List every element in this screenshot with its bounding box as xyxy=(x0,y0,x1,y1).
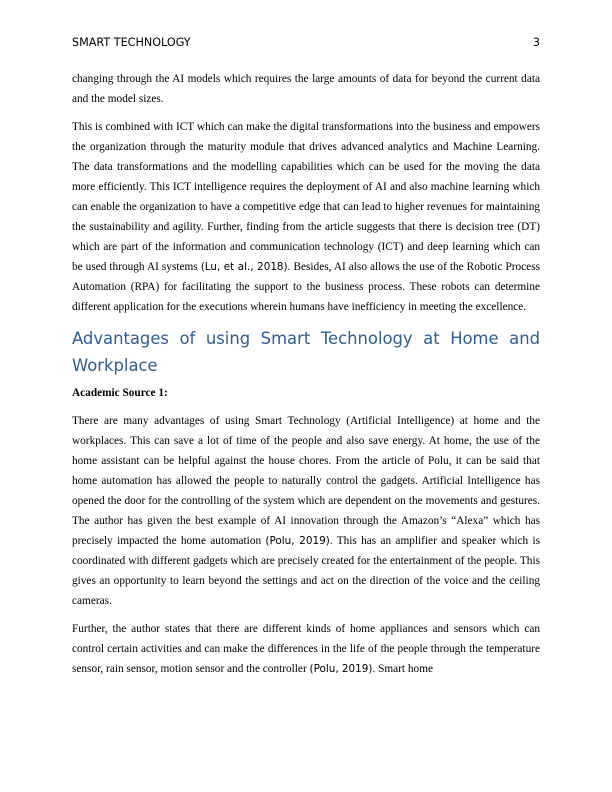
paragraph-advantages xyxy=(72,411,540,611)
citation: (Polu, 2019) xyxy=(265,535,330,547)
paragraph-sensors xyxy=(72,619,540,679)
paragraph-text: This is combined with ICT which can make the digital transformations into the business and empowers the organization through the maturity module that drives advanced analytics and Machine Learning. The data transformations and the modelling capabilities which can be used for the moving the data more efficiently. This ICT intelligence requires the deployment of AI and also machine learning which can enable the organization to have a competitive edge that can lead to higher revenues for maintaining the sustainability and agility. Further, finding from the article suggests that there is decision tree (DT) which are part of the information and communication technology (ICT) and deep learning which can be used through AI systems xyxy=(72,121,540,273)
paragraph-ict xyxy=(72,117,540,317)
page-header xyxy=(72,36,540,49)
paragraph-text: . Smart home xyxy=(372,663,433,675)
paragraph-continuation: changing through the AI models which requires the large amounts of data for beyond the current data and the model sizes. xyxy=(72,73,540,105)
paragraph-text: . Besides, AI also allows the use of the Robotic Process Automation (RPA) for facilitating the support to the business process. These robots can determine different application for the executions wherein humans have inefficiency in meeting the excellence. xyxy=(72,261,540,313)
subheading: Academic Source 1: xyxy=(72,387,168,399)
citation: (Lu, et al., 2018) xyxy=(200,261,288,273)
paragraph-text: There are many advantages of using Smart Technology (Artificial Intelligence) at home and the workplaces. This can save a lot of time of the people and also save energy. At home, the use of the home assistant can be helpful against the house chores. From the article of Polu, it can be said that home automation has allowed the people to naturally control the gadgets. Artificial Intelligence has opened the door for the controlling of the system which are dependent on the movements and gestures. The author has given the best example of AI innovation through the Amazon’s “Alexa” which has precisely impacted the home automation xyxy=(72,415,540,547)
running-title: SMART TECHNOLOGY xyxy=(72,36,191,49)
document-body xyxy=(72,69,540,687)
page-number: 3 xyxy=(532,36,540,49)
paragraph-text: . This has an amplifier and speaker which is coordinated with different gadgets which are precisely created for the entertainment of the people. This gives an opportunity to learn beyond the settings and act on the direction of the voice and the ceiling cameras. xyxy=(72,535,541,607)
section-heading: Advantages of using Smart Technology at Home and Workplace xyxy=(72,329,540,375)
paragraph-text: Further, the author states that there are different kinds of home appliances and sensors which can control certain activities and can make the differences in the life of the people through the temperature sensor, rain sensor, motion sensor and the controller xyxy=(72,623,540,675)
citation: (Polu, 2019) xyxy=(309,663,373,675)
